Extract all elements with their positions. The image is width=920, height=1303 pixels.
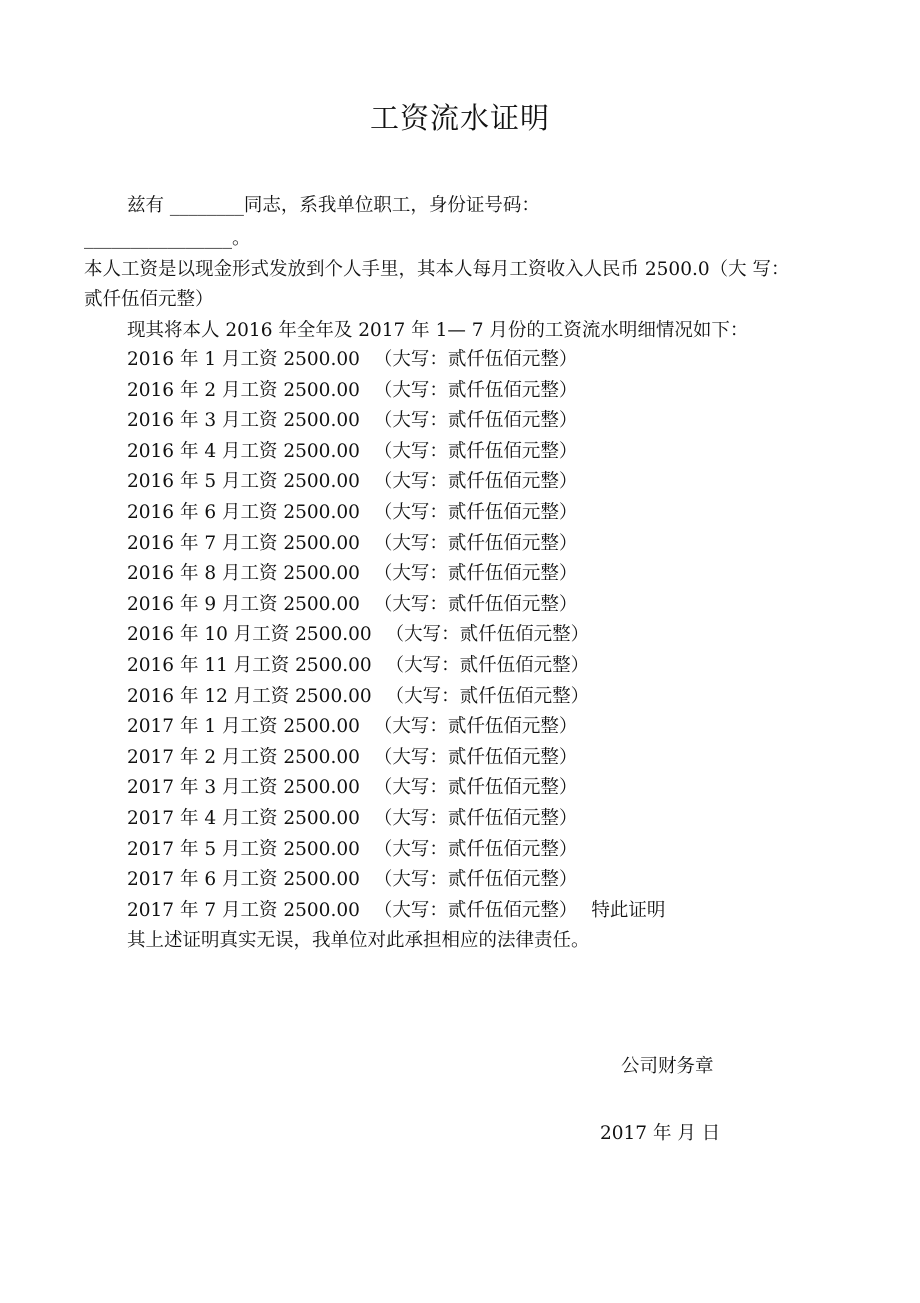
- salary-row: [127, 467, 665, 498]
- salary-row-capital: （大写：贰仟伍佰元整）: [373, 899, 578, 921]
- salary-row: [127, 345, 665, 376]
- salary-row: [127, 559, 665, 590]
- salary-list: [127, 345, 665, 926]
- certification-note: 特此证明: [591, 899, 666, 921]
- salary-row: [127, 804, 665, 835]
- salary-row: [127, 376, 665, 407]
- salary-row: [127, 712, 665, 743]
- salary-row-capital: （大写：贰仟伍佰元整）: [385, 685, 590, 707]
- salary-row-capital: （大写：贰仟伍佰元整）: [373, 532, 578, 554]
- salary-row-amount: 2016 年 12 月工资 2500.00: [127, 685, 372, 707]
- closing-statement: 其上述证明真实无误，我单位对此承担相应的法律责任。: [127, 930, 590, 951]
- salary-row-amount: 2017 年 3 月工资 2500.00: [127, 777, 360, 799]
- salary-row-capital: （大写：贰仟伍佰元整）: [373, 563, 578, 585]
- salary-row-amount: 2016 年 4 月工资 2500.00: [127, 440, 360, 462]
- salary-row: [127, 773, 665, 804]
- paragraph-2: 现其将本人 2016 年全年及 2017 年 1— 7 月份的工资流水明细情况如下：: [127, 320, 749, 341]
- salary-row-amount: 2016 年 3 月工资 2500.00: [127, 410, 360, 432]
- salary-row: [127, 743, 665, 774]
- salary-row-capital: （大写：贰仟伍佰元整）: [373, 716, 578, 738]
- salary-row-amount: 2016 年 8 月工资 2500.00: [127, 563, 360, 585]
- salary-row: [127, 620, 665, 651]
- paragraph-1-line-2: 贰仟伍佰元整）: [84, 289, 214, 310]
- salary-row: [127, 865, 665, 896]
- paragraph-1-line-1: 本人工资是以现金形式发放到个人手里，其本人每月工资收入人民币 2500.0（大 写：: [84, 259, 790, 280]
- salary-row-capital: （大写：贰仟伍佰元整）: [373, 838, 578, 860]
- salary-row: [127, 498, 665, 529]
- intro-line-2: ________________。: [84, 228, 251, 249]
- salary-row-amount: 2017 年 2 月工资 2500.00: [127, 746, 360, 768]
- salary-row-capital: （大写：贰仟伍佰元整）: [373, 379, 578, 401]
- salary-row-amount: 2017 年 1 月工资 2500.00: [127, 716, 360, 738]
- salary-row-capital: （大写：贰仟伍佰元整）: [373, 807, 578, 829]
- salary-row-capital: （大写：贰仟伍佰元整）: [373, 440, 578, 462]
- salary-row: [127, 406, 665, 437]
- company-seal-label: 公司财务章: [621, 1056, 714, 1077]
- salary-row-amount: 2017 年 6 月工资 2500.00: [127, 869, 360, 891]
- document-title: 工资流水证明: [369, 101, 550, 135]
- salary-row-capital: （大写：贰仟伍佰元整）: [373, 471, 578, 493]
- salary-row-amount: 2016 年 9 月工资 2500.00: [127, 593, 360, 615]
- salary-row-capital: （大写：贰仟伍佰元整）: [385, 654, 590, 676]
- salary-row-capital: （大写：贰仟伍佰元整）: [385, 624, 590, 646]
- salary-row-amount: 2016 年 10 月工资 2500.00: [127, 624, 372, 646]
- salary-row-capital: （大写：贰仟伍佰元整）: [373, 410, 578, 432]
- salary-row: [127, 682, 665, 713]
- salary-row-amount: 2017 年 5 月工资 2500.00: [127, 838, 360, 860]
- salary-row-amount: 2016 年 1 月工资 2500.00: [127, 349, 360, 370]
- salary-row-amount: 2016 年 7 月工资 2500.00: [127, 532, 360, 554]
- salary-row-capital: （大写：贰仟伍佰元整）: [373, 777, 578, 799]
- salary-row: [127, 529, 665, 560]
- salary-row-amount: 2017 年 7 月工资 2500.00: [127, 899, 360, 921]
- salary-row-amount: 2016 年 2 月工资 2500.00: [127, 379, 360, 401]
- salary-row: [127, 590, 665, 621]
- salary-row-capital: （大写：贰仟伍佰元整）: [373, 593, 578, 615]
- salary-row-capital: （大写：贰仟伍佰元整）: [373, 746, 578, 768]
- salary-row-capital: （大写：贰仟伍佰元整）: [373, 869, 578, 891]
- salary-row-amount: 2016 年 11 月工资 2500.00: [127, 654, 372, 676]
- document-date: 2017 年 月 日: [600, 1123, 721, 1144]
- salary-row: [127, 835, 665, 866]
- salary-row: [127, 651, 665, 682]
- salary-row: [127, 437, 665, 468]
- salary-row-capital: （大写：贰仟伍佰元整）: [373, 349, 578, 370]
- salary-row-amount: 2017 年 4 月工资 2500.00: [127, 807, 360, 829]
- salary-row: [127, 896, 665, 927]
- intro-line-1: 兹有 ________同志，系我单位职工，身份证号码：: [127, 195, 540, 216]
- salary-row-amount: 2016 年 5 月工资 2500.00: [127, 471, 360, 493]
- salary-row-amount: 2016 年 6 月工资 2500.00: [127, 501, 360, 523]
- salary-row-capital: （大写：贰仟伍佰元整）: [373, 501, 578, 523]
